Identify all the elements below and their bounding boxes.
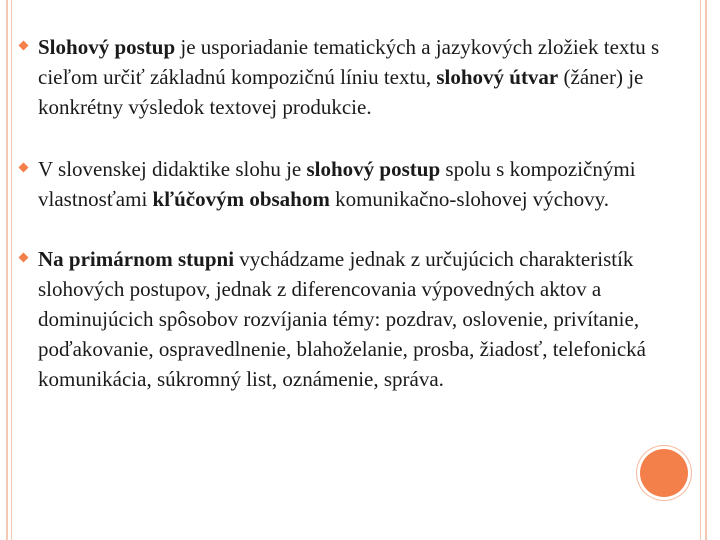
left-border-rule-inner [11, 0, 12, 540]
bullet-1-term-2: slohový útvar [436, 65, 559, 89]
bullet-2-text-3: komunikačno-slohovej výchovy. [329, 187, 610, 211]
left-border-rule-outer [6, 0, 8, 540]
right-border-rule-inner [700, 0, 701, 540]
bullet-item-2 [18, 154, 690, 214]
bullet-1-term-1: Slohový postup [38, 35, 176, 59]
bullet-2-text-1: V slovenskej didaktike slohu je [38, 157, 307, 181]
diamond-bullet-icon [18, 40, 29, 51]
bullet-2-term-2: kľúčovým obsahom [152, 187, 330, 211]
bullet-item-1 [18, 32, 690, 122]
orange-circle-decoration [640, 449, 688, 497]
bullet-item-3 [18, 244, 690, 394]
bullet-3-text-1: vychádzame jednak z určujúcich charakteristík slohových postupov, jednak z diferencovania výpovedných aktov a dominujúcich spôsobov rozvíjania témy: pozdrav, oslovenie, privítanie, poďakovanie, ospravedlnenie, blahoželanie, prosba, žiadosť, telefonická komunikácia, súkromný list, oznámenie, správa. [38, 247, 646, 391]
bullet-1-text-2: (žáner) je konkrétny výsledok textovej produkcie. [38, 65, 644, 119]
slide-content [18, 32, 690, 394]
bullet-2-text-2: spolu s kompozičnými vlastnosťami [38, 157, 636, 211]
bullet-3-term-1: Na primárnom stupni [38, 247, 235, 271]
diamond-bullet-icon [18, 162, 29, 173]
right-border-rule-outer [705, 0, 707, 540]
bullet-2-term-1: slohový postup [306, 157, 441, 181]
bullet-1-text-1: je usporiadanie tematických a jazykových zložiek textu s cieľom určiť základnú kompozičnú líniu textu, [38, 35, 660, 89]
diamond-bullet-icon [18, 252, 29, 263]
